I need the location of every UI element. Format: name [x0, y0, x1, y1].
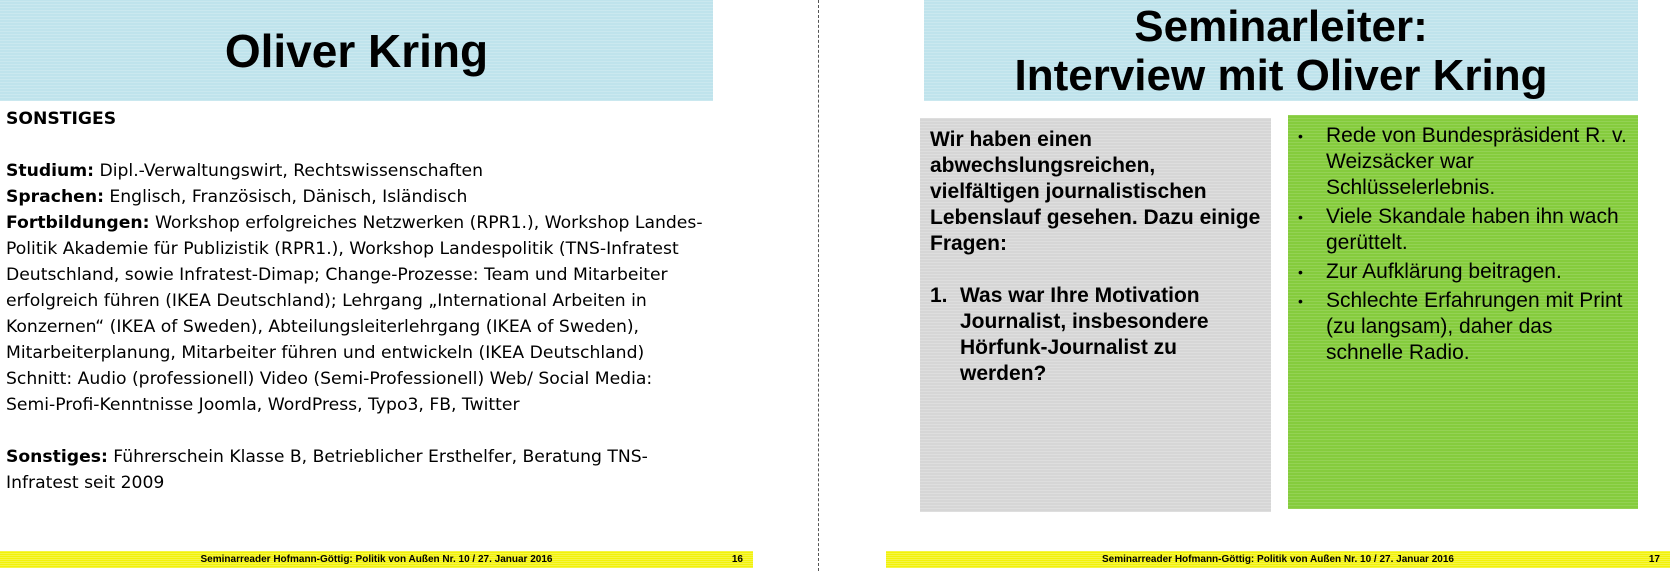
- page-number: 17: [1648, 554, 1660, 565]
- sonstiges-value: Führerschein Klasse B, Betrieblicher Ersthelfer, Beratung TNS-Infratest seit 2009: [6, 447, 648, 493]
- answer-item: [1298, 288, 1630, 366]
- page-title-band: [0, 0, 713, 101]
- cv-details: [6, 106, 706, 496]
- bullet-icon: •: [1298, 128, 1303, 144]
- left-page: [0, 0, 818, 571]
- page-number: 16: [731, 554, 743, 565]
- answer-item: [1298, 259, 1630, 285]
- bullet-icon: •: [1298, 293, 1303, 309]
- answer-box: [1288, 115, 1638, 509]
- fortbildungen-value: Workshop erfolgreiches Netzwerken (RPR1.), Workshop Landes-Politik Akademie für Publizistik (RPR1.), Workshop Landespolitik (TNS-Infratest Deutschland, sowie Infratest-Dimap; Change-Prozesse: Team und Mitarbeiter erfolgreich führen (IKEA Deutschland); Lehrgang „International Arbeiten in Konzernen“ (IKEA of Sweden), Abteilungsleiterlehrgang (IKEA of Sweden), Mitarbeiterplanung, Mitarbeiter führen und entwickeln (IKEA Deutschland) Schnitt: Audio (professionell) Video (Semi-Professionell) Web/ Social Media: Semi-Profi-Kenntnisse Joomla, WordPress, Typo3, FB, Twitter: [6, 213, 703, 415]
- fortbildungen-label: Fortbildungen:: [6, 213, 150, 233]
- question-item: [930, 283, 1261, 387]
- page-title-line2: Interview mit Oliver Kring: [1014, 50, 1548, 100]
- studium-line: [6, 158, 706, 184]
- question-list: [930, 283, 1261, 387]
- page-title: Oliver Kring: [224, 24, 489, 77]
- studium-label: Studium:: [6, 161, 95, 181]
- answer-list: [1298, 123, 1630, 366]
- sprachen-value: Englisch, Französisch, Dänisch, Isländisch: [103, 187, 468, 207]
- right-page: [822, 0, 1678, 571]
- page-divider: [818, 0, 819, 571]
- bullet-icon: •: [1298, 209, 1303, 225]
- answer-text: Schlechte Erfahrungen mit Print (zu langsam), daher das schnelle Radio.: [1326, 289, 1623, 364]
- sonstiges-label: Sonstiges:: [6, 447, 108, 467]
- answer-text: Viele Skandale haben ihn wach gerüttelt.: [1326, 205, 1619, 254]
- interview-intro: Wir haben einen abwechslungsreichen, vielfältigen journalistischen Lebenslauf gesehen. Dazu einige Fragen:: [930, 128, 1261, 255]
- section-heading: SONSTIGES: [6, 109, 117, 129]
- sonstiges-line: [6, 444, 706, 496]
- page-title-band: [924, 0, 1638, 101]
- page-title-line1: Seminarleiter:: [1134, 1, 1428, 51]
- sprachen-line: [6, 184, 706, 210]
- answer-item: [1298, 123, 1630, 201]
- footer-text: Seminarreader Hofmann-Göttig: Politik von Außen Nr. 10 / 27. Januar 2016: [1102, 554, 1454, 565]
- question-number: 1.: [930, 284, 948, 307]
- fortbildungen-line: [6, 210, 706, 418]
- studium-value: Dipl.-Verwaltungswirt, Rechtswissenschaften: [94, 161, 484, 181]
- bullet-icon: •: [1298, 264, 1303, 280]
- answer-text: Zur Aufklärung beitragen.: [1326, 260, 1562, 283]
- page-footer: [0, 551, 753, 568]
- question-text: Was war Ihre Motivation Journalist, insbesondere Hörfunk-Journalist zu werden?: [960, 284, 1209, 385]
- answer-item: [1298, 204, 1630, 256]
- sprachen-label: Sprachen:: [6, 187, 104, 207]
- answer-text: Rede von Bundespräsident R. v. Weizsäcker war Schlüsselerlebnis.: [1326, 124, 1627, 199]
- question-box: [920, 118, 1271, 512]
- footer-text: Seminarreader Hofmann-Göttig: Politik von Außen Nr. 10 / 27. Januar 2016: [200, 554, 553, 565]
- page-footer: [886, 551, 1670, 568]
